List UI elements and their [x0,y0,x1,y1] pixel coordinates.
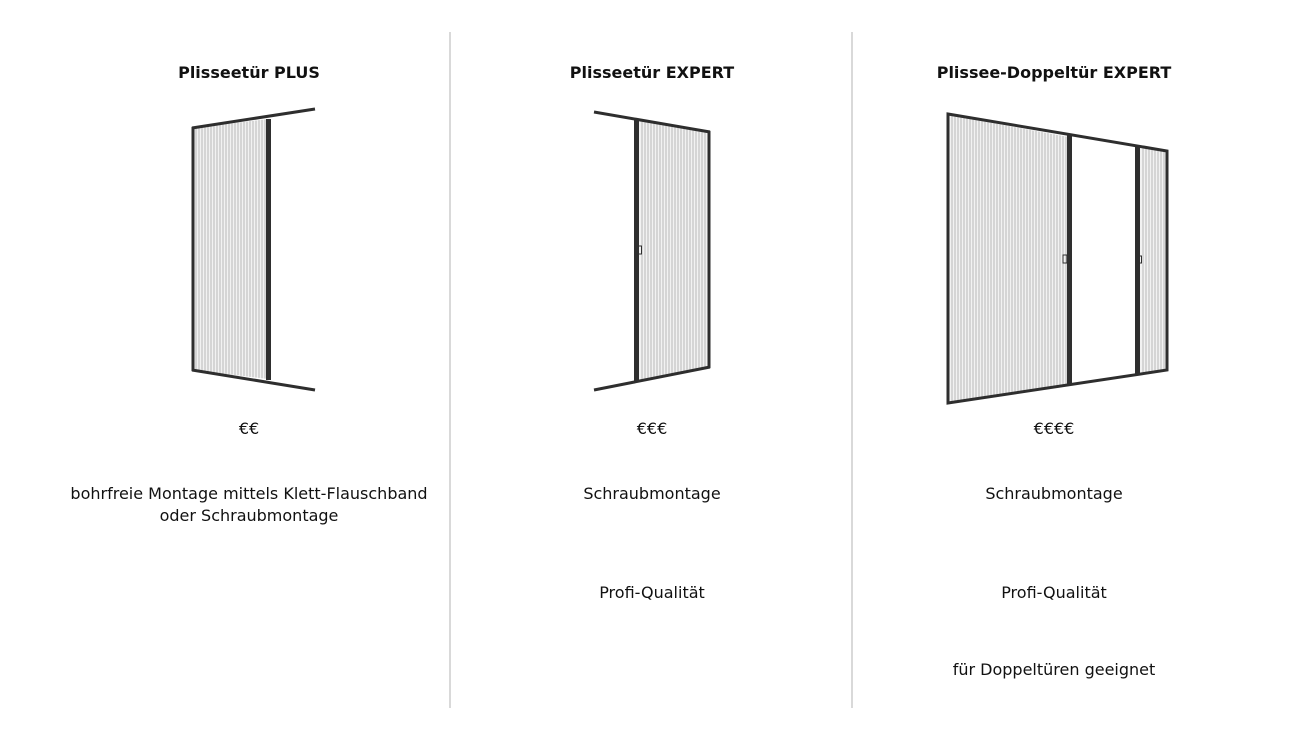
door-illustration-double-expert [853,0,1255,744]
feature-mounting: Schraubmontage [583,484,721,503]
feature-quality: Profi-Qualität [1001,583,1107,602]
door-illustration-expert [451,0,853,744]
product-title: Plisseetür EXPERT [569,63,735,82]
price-indicator: €€€ [636,419,668,438]
feature-quality: Profi-Qualität [599,583,705,602]
price-indicator: €€€€ [1033,419,1075,438]
product-title: Plissee-Doppeltür EXPERT [936,63,1172,82]
door-illustration-plus [48,0,450,744]
product-column-expert [451,0,853,744]
product-column-double-expert [853,0,1255,744]
feature-double-doors: für Doppeltüren geeignet [952,660,1156,679]
price-indicator: €€ [238,419,260,438]
product-title: Plisseetür PLUS [178,63,320,82]
product-column-plus [48,0,450,744]
feature-mounting: bohrfreie Montage mittels Klett-Flauschband oder Schraubmontage [70,484,428,525]
feature-mounting: Schraubmontage [985,484,1123,503]
